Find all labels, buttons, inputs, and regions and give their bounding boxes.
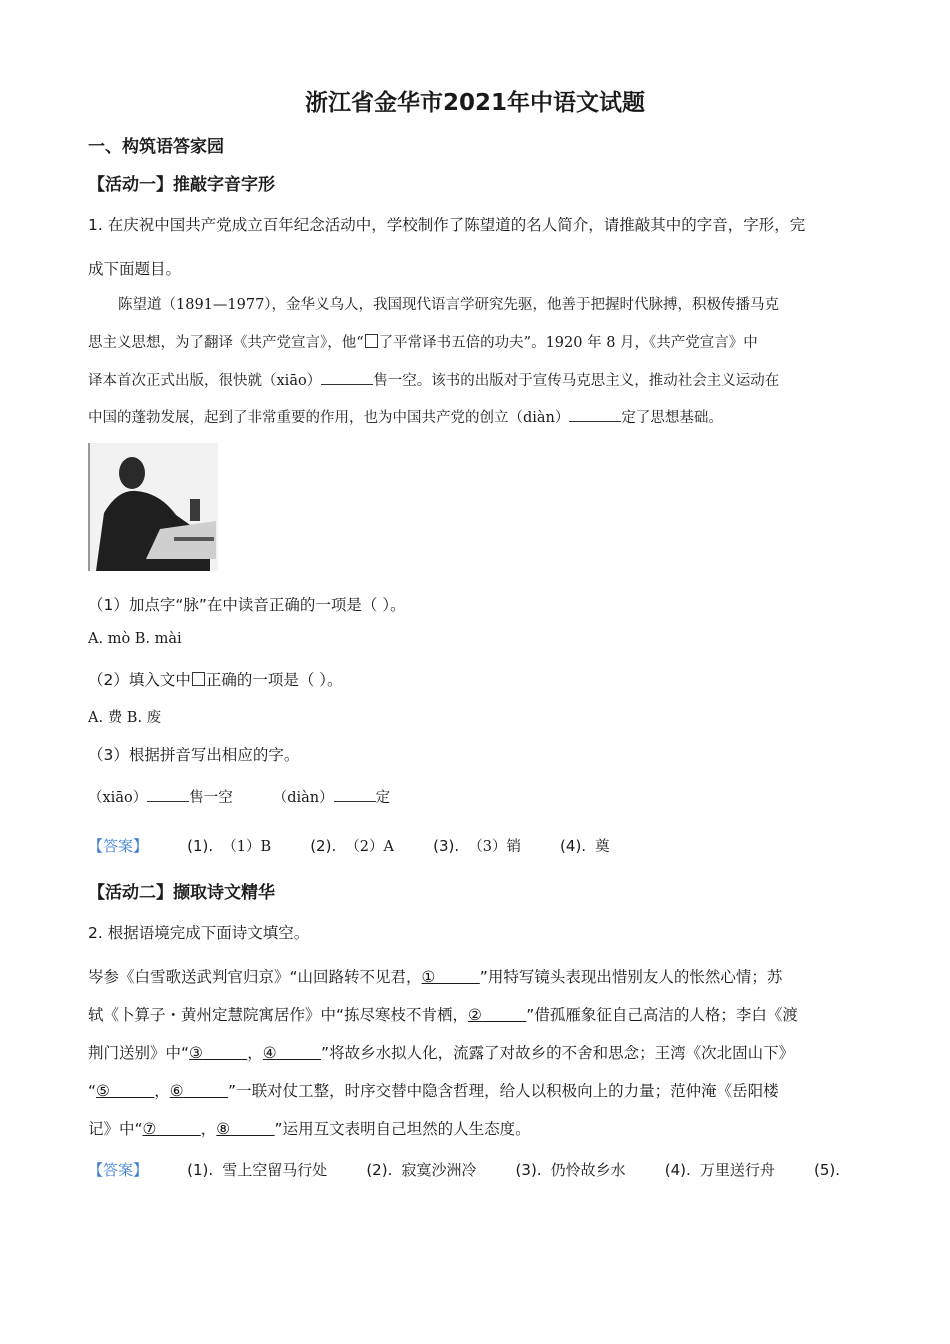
q1-para-line4-a: 中国的蓬勃发展，起到了非常重要的作用，也为中国共产党的创立（diàn）	[88, 410, 570, 426]
q2-line5-b: ，	[200, 1120, 217, 1138]
q1-sub3: （3）根据拼音写出相应的字。	[88, 746, 300, 764]
q2-line2-a: 轼《卜算子・黄州定慧院寓居作》中“拣尽寒枝不肯栖，	[88, 1006, 469, 1024]
q2-line1	[88, 965, 782, 987]
q1-para-line4	[88, 406, 723, 427]
q1-sub1-options: A. mò B. mài	[88, 631, 182, 647]
page-title: 浙江省金华市2021年中语文试题	[304, 90, 645, 116]
answer-num: (5).	[813, 1161, 840, 1179]
q1-sub3-d: 定	[375, 790, 391, 806]
blank-mark: ③	[189, 1044, 203, 1062]
q2-line4	[88, 1079, 779, 1101]
answer-num: (4).	[560, 837, 587, 855]
answer-num: (3).	[433, 837, 460, 855]
q2-line5-c: ”运用互文表明自己坦然的人生态度。	[274, 1120, 531, 1138]
q2-line2	[88, 1003, 798, 1025]
q1-para-line1: 陈望道（1891—1977），金华义乌人，我国现代语言学研究先驱，他善于把握时代脉搏，积极传播马克	[118, 297, 780, 313]
blank-box	[365, 334, 378, 348]
q1-sub2-options: A. 费 B. 废	[88, 710, 162, 726]
q1-sub3-a: （xiāo）	[88, 790, 148, 806]
blank-mark: ⑥	[169, 1082, 184, 1100]
q1-para-line4-b: 定了思想基础。	[621, 410, 723, 426]
answer-value: 雪上空留马行处	[222, 1161, 328, 1179]
q2-line2-b: ”借孤雁象征自己高洁的人格；李白《渡	[526, 1006, 798, 1024]
q1-intro-line1: 1. 在庆祝中国共产党成立百年纪念活动中，学校制作了陈望道的名人简介，请推敲其中的字音，字形，完	[88, 216, 806, 234]
q2-line5-a: 记》中“	[88, 1120, 143, 1138]
q1-sub3-fill	[88, 786, 390, 807]
q2-line3-a: 荆门送别》中“	[88, 1044, 190, 1062]
answer-value: （3）销	[468, 839, 521, 855]
answer-num: (3).	[515, 1161, 542, 1179]
answer-num: (2).	[366, 1161, 393, 1179]
q1-sub2	[88, 668, 343, 690]
q1-sub2-b: 正确的一项是（ ）。	[205, 671, 343, 689]
blank-mark: ⑧	[216, 1120, 231, 1138]
answer-tag: 【答案】	[88, 837, 149, 855]
q1-para-line2-a: 思主义思想，为了翻译《共产党宣言》，他“	[88, 335, 364, 351]
activity2-heading: 【活动二】撷取诗文精华	[88, 883, 275, 903]
blank-mark: ⑦	[142, 1120, 157, 1138]
answer-value: （1）B	[222, 839, 272, 855]
q2-answer-row	[88, 1159, 840, 1180]
fill-blank	[147, 787, 189, 803]
q2-line3-c: ”将故乡水拟人化，流露了对故乡的不舍和思念；王湾《次北固山下》	[321, 1044, 795, 1062]
q2-line4-a: “	[88, 1082, 97, 1100]
q1-sub2-a: （2）填入文中	[88, 671, 191, 689]
section-heading: 一、构筑语答家园	[88, 137, 224, 157]
fill-blank	[321, 370, 373, 386]
portrait-photo	[88, 443, 218, 571]
q1-para-line3-a: 译本首次正式出版，很快就（xiāo）	[88, 373, 322, 389]
fill-blank	[569, 407, 621, 423]
q2-line4-c: ”一联对仗工整，时序交替中隐含哲理，给人以积极向上的力量；范仲淹《岳阳楼	[228, 1082, 779, 1100]
answer-num: (1).	[187, 837, 214, 855]
answer-value: （2）A	[345, 839, 395, 855]
q1-para-line3	[88, 369, 779, 390]
portrait-illustration	[90, 443, 218, 571]
q2-line3	[88, 1041, 794, 1063]
answer-value: 奠	[595, 839, 610, 855]
q1-intro-line2: 成下面题目。	[88, 260, 182, 278]
q2-intro: 2. 根据语境完成下面诗文填空。	[88, 924, 310, 942]
q1-para-line2	[88, 331, 758, 352]
blank-mark: ④	[262, 1044, 277, 1062]
q1-sub3-b: 售一空	[189, 790, 233, 806]
answer-value: 仍怜故乡水	[550, 1161, 626, 1179]
answer-num: (2).	[310, 837, 337, 855]
activity1-heading: 【活动一】推敲字音字形	[88, 175, 275, 195]
blank-mark: ②	[468, 1006, 482, 1024]
q1-answer-row	[88, 835, 610, 856]
q2-line1-b: ”用特写镜头表现出惜别友人的怅然心情；苏	[479, 968, 783, 986]
q1-para-line2-b: 了平常译书五倍的功夫”。1920 年 8 月，《共产党宣言》中	[378, 335, 758, 351]
answer-value: 万里送行舟	[699, 1161, 775, 1179]
answer-value: 寂寞沙洲冷	[401, 1161, 477, 1179]
blank-mark: ⑤	[96, 1082, 110, 1100]
fill-blank	[334, 787, 376, 803]
blank-box	[192, 672, 205, 686]
q1-sub1: （1）加点字“脉”在中读音正确的一项是（ ）。	[88, 596, 406, 614]
answer-tag: 【答案】	[88, 1161, 149, 1179]
q2-line3-b: ，	[247, 1044, 263, 1062]
q1-sub3-c: （diàn）	[272, 790, 334, 806]
answer-num: (1).	[187, 1161, 214, 1179]
q2-line1-a: 岑参《白雪歌送武判官归京》“山回路转不见君，	[88, 968, 422, 986]
answer-num: (4).	[664, 1161, 691, 1179]
q2-line5	[88, 1117, 531, 1139]
q1-para-line3-b: 售一空。该书的出版对于宣传马克思主义，推动社会主义运动在	[373, 373, 780, 389]
q2-line4-b: ，	[154, 1082, 170, 1100]
blank-mark: ①	[421, 968, 436, 986]
